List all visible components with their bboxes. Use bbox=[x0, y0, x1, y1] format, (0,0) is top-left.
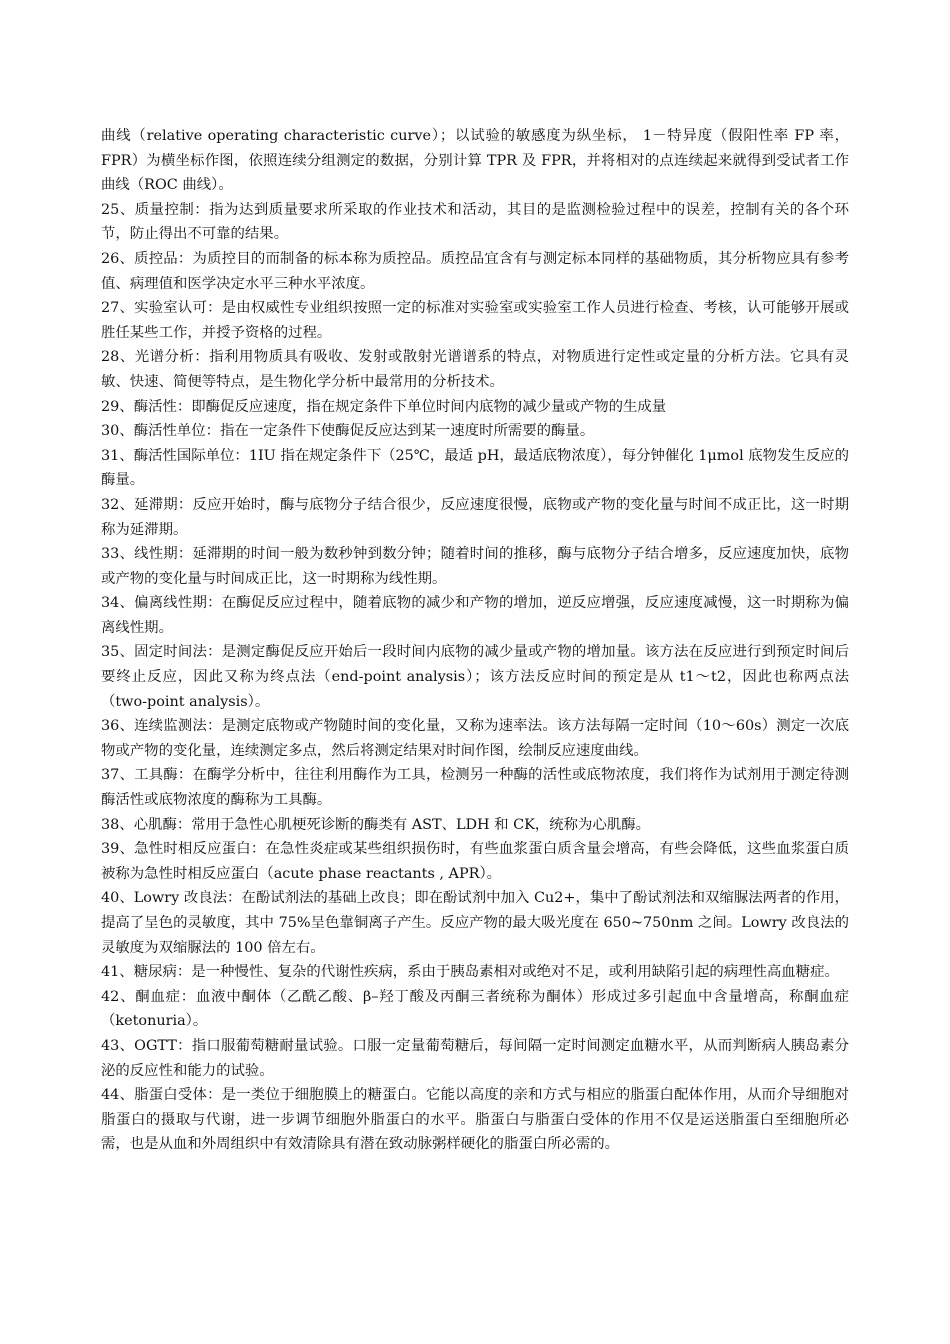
paragraph-37-tool-enzyme: 37、工具酶：在酶学分析中，往往利用酶作为工具，检测另一种酶的活性或底物浓度，我们将作为试剂用于测定待测酶活性或底物浓度的酶称为工具酶。 bbox=[101, 767, 849, 809]
paragraph-25-quality-control: 25、质量控制：指为达到质量要求所采取的作业技术和活动，其目的是监测检验过程中的误差，控制有关的各个环节，防止得出不可靠的结果。 bbox=[101, 201, 849, 243]
paragraph-29-enzyme-activity: 29、酶活性：即酶促反应速度，指在规定条件下单位时间内底物的减少量或产物的生成量 bbox=[101, 398, 667, 415]
paragraph-36-continuous-monitoring: 36、连续监测法：是测定底物或产物随时间的变化量，又称为速率法。该方法每隔一定时间（10～60s）测定一次底物或产物的变化量，连续测定多点，然后将测定结果对时间作图，绘制反应速度曲线。 bbox=[101, 718, 849, 759]
paragraph-35-fixed-time-method: 35、固定时间法：是测定酶促反应开始后一段时间内底物的减少量或产物的增加量。该方法在反应进行到预定时间后要终止反应，因此又称为终点法（end-point analysis）；该方法反应时间的预定是从 t1～t2，因此也称两点法（two-point analysis）。 bbox=[101, 644, 849, 710]
paragraph-31-international-unit: 31、酶活性国际单位：1IU 指在规定条件下（25℃，最适 pH，最适底物浓度），每分钟催化 1μmol 底物发生反应的酶量。 bbox=[101, 447, 849, 489]
paragraph-33-linear-phase: 33、线性期：延滞期的时间一般为数秒钟到数分钟；随着时间的推移，酶与底物分子结合增多，反应速度加快，底物或产物的变化量与时间成正比，这一时期称为线性期。 bbox=[101, 546, 849, 587]
paragraph-39-acute-phase-proteins: 39、急性时相反应蛋白：在急性炎症或某些组织损伤时，有些血浆蛋白质含量会增高，有些会降低，这些血浆蛋白质被称为急性时相反应蛋白（acute phase reactants , APR）。 bbox=[101, 841, 849, 882]
paragraph-43-ogtt: 43、OGTT：指口服葡萄糖耐量试验。口服一定量葡萄糖后，每间隔一定时间测定血糖水平，从而判断病人胰岛素分泌的反应性和能力的试验。 bbox=[101, 1037, 849, 1079]
paragraph-26-control-material: 26、质控品：为质控目的而制备的标本称为质控品。质控品宜含有与测定标本同样的基础物质，其分析物应具有参考值、病理值和医学决定水平三种水平浓度。 bbox=[101, 250, 849, 292]
paragraph-42-ketonemia: 42、酮血症：血液中酮体（乙酰乙酸、β–羟丁酸及丙酮三者统称为酮体）形成过多引起血中含量增高，称酮血症（ketonuria）。 bbox=[101, 988, 849, 1030]
paragraph-38-cardiac-enzymes: 38、心肌酶：常用于急性心肌梗死诊断的酶类有 AST、LDH 和 CK，统称为心肌酶。 bbox=[101, 816, 651, 833]
paragraph-41-diabetes: 41、糖尿病：是一种慢性、复杂的代谢性疾病，系由于胰岛素相对或绝对不足，或利用缺陷引起的病理性高血糖症。 bbox=[101, 964, 839, 981]
paragraph-27-lab-accreditation: 27、实验室认可：是由权威性专业组织按照一定的标准对实验室或实验室工作人员进行检查、考核，认可能够开展或胜任某些工作，并授予资格的过程。 bbox=[101, 300, 849, 341]
paragraph-30-enzyme-unit: 30、酶活性单位：指在一定条件下使酶促反应达到某一速度时所需要的酶量。 bbox=[101, 423, 595, 440]
paragraph-34-nonlinear-phase: 34、偏离线性期：在酶促反应过程中，随着底物的减少和产物的增加，逆反应增强，反应速度减慢，这一时期称为偏离线性期。 bbox=[101, 595, 849, 636]
paragraph-44-lipoprotein-receptor: 44、脂蛋白受体：是一类位于细胞膜上的糖蛋白。它能以高度的亲和方式与相应的脂蛋白配体作用，从而介导细胞对脂蛋白的摄取与代谢，进一步调节细胞外脂蛋白的水平。脂蛋白与脂蛋白受体的作用不仅是运送脂蛋白至细胞所必需，也是从血和外周组织中有效清除具有潜在致动脉粥样硬化的脂蛋白所必需的。 bbox=[101, 1087, 849, 1153]
paragraph-40-lowry-method: 40、Lowry 改良法：在酚试剂法的基础上改良；即在酚试剂中加入 Cu2+，集中了酚试剂法和双缩脲法两者的作用，提高了呈色的灵敏度，其中 75%呈色靠铜离子产生。反应产物的最大吸光度在 650~750nm 之间。Lowry 改良法的灵敏度为双缩脲法的 100 倍左右。 bbox=[101, 890, 849, 956]
paragraph-roc-curve: 曲线（relative operating characteristic curve）；以试验的敏感度为纵坐标， 1－特异度（假阳性率 FP 率，FPR）为横坐标作图，依照连续分组测定的数据，分别计算 TPR 及 FPR，并将相对的点连续起来就得到受试者工作曲线（ROC 曲线）。 bbox=[101, 128, 849, 194]
paragraph-28-spectral-analysis: 28、光谱分析：指利用物质具有吸收、发射或散射光谱谱系的特点，对物质进行定性或定量的分析方法。它具有灵敏、快速、简便等特点，是生物化学分析中最常用的分析技术。 bbox=[101, 349, 849, 390]
document-page bbox=[101, 124, 849, 1157]
paragraph-32-lag-phase: 32、延滞期：反应开始时，酶与底物分子结合很少，反应速度很慢，底物或产物的变化量与时间不成正比，这一时期称为延滞期。 bbox=[101, 496, 849, 538]
